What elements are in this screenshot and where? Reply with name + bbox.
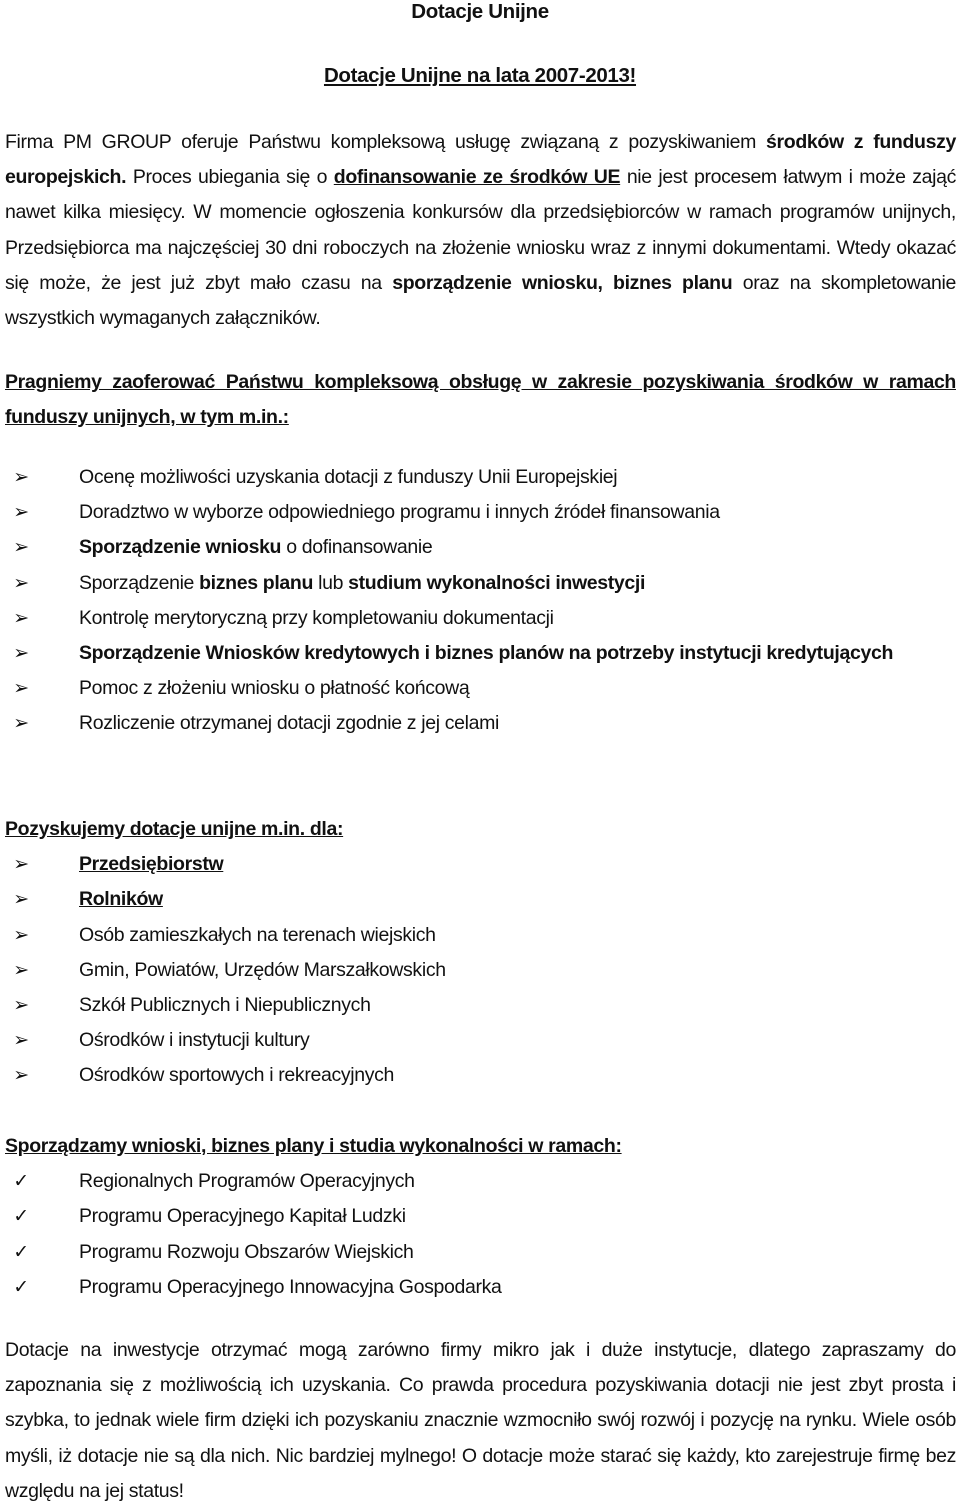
intro-section xyxy=(5,125,956,336)
programs-list xyxy=(5,1164,956,1305)
arrow-bullet-icon: ➢ xyxy=(13,1065,29,1087)
list-item: ➢ Gmin, Powiatów, Urzędów Marszałkowskich xyxy=(5,953,956,988)
offer-heading: Pragniemy zaoferować Państwu kompleksową obsługę w zakresie pozyskiwania środków w ramach funduszy unijnych, w tym m.in.: xyxy=(5,371,956,429)
page-title: Dotacje Unijne xyxy=(411,0,549,23)
list-item: ➢ Sporządzenie Wniosków kredytowych i biznes planów na potrzeby instytucji kredytujących xyxy=(5,636,956,671)
programs-section xyxy=(5,1129,956,1305)
list-item: ➢ Sporządzenie biznes planu lub studium wykonalności inwestycji xyxy=(5,566,956,601)
list-item: ➢ Rolników xyxy=(5,882,956,917)
list-item: ➢ Ocenę możliwości uzyskania dotacji z funduszy Unii Europejskiej xyxy=(5,460,956,495)
list-item: ➢ Rozliczenie otrzymanej dotacji zgodnie z jej celami xyxy=(5,706,956,741)
list-item: ➢ Ośrodków sportowych i rekreacyjnych xyxy=(5,1058,956,1093)
arrow-bullet-icon: ➢ xyxy=(13,713,29,735)
emphasis-co-financing: dofinansowanie ze środków UE xyxy=(333,166,621,189)
arrow-bullet-icon: ➢ xyxy=(13,959,29,981)
offer-section xyxy=(5,365,956,435)
list-item: ➢ Osób zamieszkałych na terenach wiejskich xyxy=(5,918,956,953)
programs-heading: Sporządzamy wnioski, biznes plany i studia wykonalności w ramach: xyxy=(5,1135,622,1157)
emphasis-eu-funds: środków z funduszy europejskich. xyxy=(5,131,956,189)
arrow-bullet-icon: ➢ xyxy=(13,854,29,876)
closing-section xyxy=(5,1333,956,1509)
list-item: ➢ Ośrodków i instytucji kultury xyxy=(5,1023,956,1058)
list-item: ➢ Pomoc z złożeniu wniosku o płatność końcową xyxy=(5,671,956,706)
arrow-bullet-icon: ➢ xyxy=(13,572,29,594)
offer-list-block xyxy=(5,460,956,742)
intro-paragraph: Firma PM GROUP oferuje Państwu kompleksową usługę związaną z pozyskiwaniem środków z funduszy europejskich. Proces ubiegania się o dofinansowanie ze środków UE nie jest procesem łatwym i może zająć nawet kilka miesięcy. W momencie ogłoszenia konkursów dla przedsiębiorców w ramach programów unijnych, Przedsiębiorca ma najczęściej 30 dni roboczych na złożenie wniosku wraz z innymi dokumentami. Wtedy okazać się może, że jest już zbyt mało czasu na sporządzenie wniosku, biznes planu oraz na skompletowanie wszystkich wymaganych załączników. xyxy=(5,131,957,330)
arrow-bullet-icon: ➢ xyxy=(13,467,29,488)
list-item: ➢ Sporządzenie wniosku o dofinansowanie xyxy=(5,530,956,565)
list-item: ✓ Programu Operacyjnego Kapitał Ludzki xyxy=(5,1199,956,1234)
arrow-bullet-icon: ➢ xyxy=(13,924,29,946)
list-item: ➢ Doradztwo w wyborze odpowiedniego programu i innych źródeł finansowania xyxy=(5,495,956,530)
list-item: ✓ Regionalnych Programów Operacyjnych xyxy=(5,1164,956,1199)
checkmark-icon: ✓ xyxy=(13,1171,29,1193)
checkmark-icon: ✓ xyxy=(13,1206,29,1228)
arrow-bullet-icon: ➢ xyxy=(13,995,29,1017)
list-item: ✓ Programu Rozwoju Obszarów Wiejskich xyxy=(5,1235,956,1270)
list-item: ➢ Kontrolę merytoryczną przy kompletowaniu dokumentacji xyxy=(5,601,956,636)
arrow-bullet-icon: ➢ xyxy=(13,643,29,665)
page-subtitle: Dotacje Unijne na lata 2007-2013! xyxy=(323,64,637,87)
closing-paragraph: Dotacje na inwestycje otrzymać mogą zarówno firmy mikro jak i duże instytucje, dlatego zapraszamy do zapoznania się z możliwością ich uzyskania. Co prawda procedura pozyskiwania dotacji nie jest zbyt prosta i szybka, to jednak wiele firm dzięki ich pozyskaniu znacznie wzmocniło swój rozwój i pozycję na rynku. Wiele osób myśli, iż dotacje nie są dla nich. Nic bardziej mylnego! O dotacje może starać się każdy, kto zarejestruje firmę bez względu na jej status! xyxy=(5,1339,956,1502)
beneficiaries-section xyxy=(5,812,956,1094)
arrow-bullet-icon: ➢ xyxy=(13,1030,29,1052)
offer-list xyxy=(5,460,956,742)
checkmark-icon: ✓ xyxy=(13,1276,29,1298)
list-item: ➢ Przedsiębiorstw xyxy=(5,847,956,882)
arrow-bullet-icon: ➢ xyxy=(13,502,29,524)
arrow-bullet-icon: ➢ xyxy=(13,889,29,911)
beneficiaries-list xyxy=(5,847,956,1093)
beneficiaries-heading: Pozyskujemy dotacje unijne m.in. dla: xyxy=(5,818,344,840)
arrow-bullet-icon: ➢ xyxy=(13,537,29,559)
list-item: ✓ Programu Operacyjnego Innowacyjna Gospodarka xyxy=(5,1270,956,1305)
emphasis-application: sporządzenie wniosku, biznes planu xyxy=(392,271,733,294)
arrow-bullet-icon: ➢ xyxy=(13,678,29,700)
list-item: ➢ Szkół Publicznych i Niepublicznych xyxy=(5,988,956,1023)
checkmark-icon: ✓ xyxy=(13,1241,29,1263)
arrow-bullet-icon: ➢ xyxy=(13,607,29,629)
